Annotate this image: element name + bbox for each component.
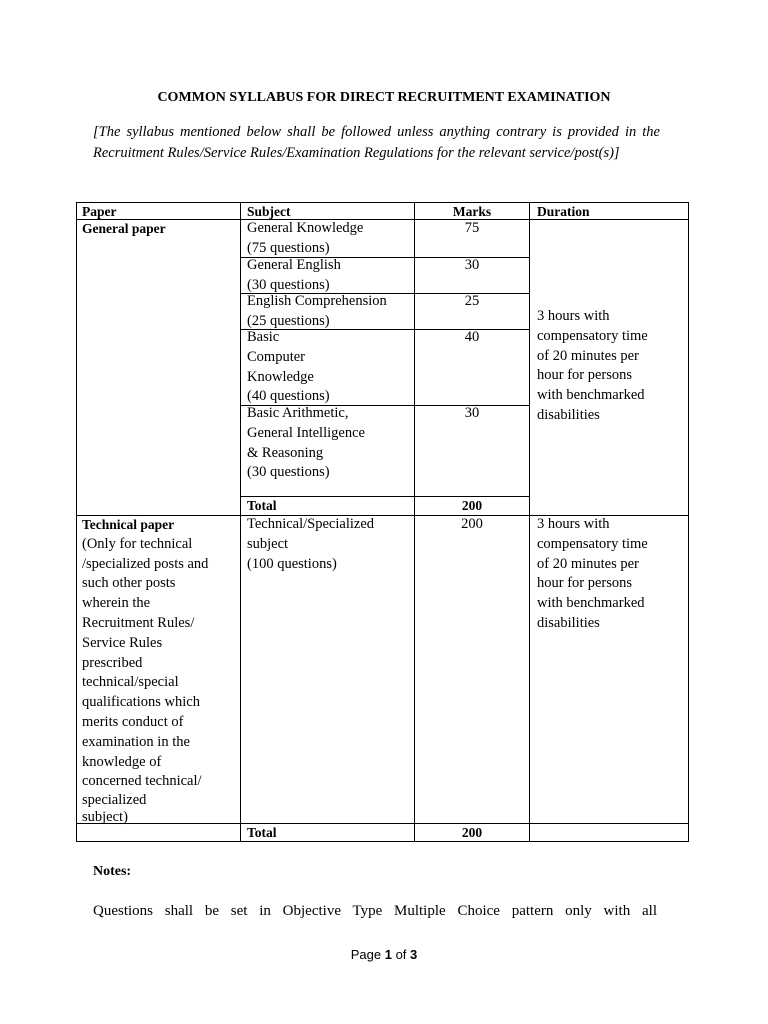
row-line	[76, 841, 689, 842]
page-label: Page	[350, 947, 382, 962]
header-subject: Subject	[247, 204, 291, 219]
document-title: COMMON SYLLABUS FOR DIRECT RECRUITMENT EXAMINATION	[157, 90, 611, 105]
col-line	[529, 202, 530, 842]
marks-basic-arithmetic: 30	[464, 405, 480, 421]
col-line	[240, 202, 241, 842]
marks-basic-computer-knowledge: 40	[464, 329, 480, 345]
notes-paragraph: Questions shall be set in Objective Type Multiple Choice pattern only with all	[93, 903, 657, 919]
technical-marks: 200	[461, 516, 483, 532]
technical-total-label: Total	[247, 825, 277, 840]
col-line	[76, 202, 77, 842]
subject-general-english: General English (30 questions)	[247, 257, 341, 293]
header-marks: Marks	[452, 204, 492, 219]
marks-english-comprehension: 25	[464, 293, 480, 309]
total-pages: 3	[410, 947, 418, 962]
marks-general-knowledge: 75	[464, 220, 480, 236]
marks-general-english: 30	[464, 257, 480, 273]
general-total-label: Total	[247, 498, 277, 513]
page-of: of	[395, 947, 407, 962]
header-paper: Paper	[82, 204, 117, 219]
technical-subject: Technical/Specialized subject (100 questions)	[247, 516, 375, 572]
intro-paragraph: [The syllabus mentioned below shall be followed unless anything contrary is provided in the Recruitment Rules/Service Rules/Examination Regulations for the relevant service/post(s)]	[93, 124, 660, 161]
technical-paper-cell: Technical paper (Only for technical /specialized posts and such other posts wherein the Recruitment Rules/ Service Rules prescribed technical/special qualifications which merits conduct of examination in the knowledge of concerned technical/ specialized subject)	[82, 517, 209, 826]
subject-english-comprehension: English Comprehension (25 questions)	[247, 293, 387, 329]
subject-basic-arithmetic: Basic Arithmetic, General Intelligence & Reasoning (30 questions)	[247, 405, 365, 481]
general-paper-label: General paper	[82, 221, 166, 236]
subject-general-knowledge: General Knowledge (75 questions)	[247, 220, 364, 256]
notes-heading: Notes:	[93, 864, 132, 879]
col-line	[688, 202, 689, 842]
row-line	[76, 219, 689, 220]
current-page: 1	[384, 947, 392, 962]
syllabus-table	[76, 202, 689, 842]
technical-paper-label: Technical paper	[82, 517, 175, 532]
subject-basic-computer-knowledge: Basic Computer Knowledge (40 questions)	[247, 329, 330, 405]
technical-duration: 3 hours with compensatory time of 20 minutes per hour for persons with benchmarked disabilities	[537, 516, 648, 631]
row-line	[76, 202, 689, 203]
technical-total-marks: 200	[461, 825, 483, 840]
general-duration: 3 hours with compensatory time of 20 minutes per hour for persons with benchmarked disabilities	[537, 308, 648, 423]
page-footer	[0, 947, 768, 962]
header-duration: Duration	[537, 204, 590, 219]
general-total-marks: 200	[461, 498, 483, 513]
